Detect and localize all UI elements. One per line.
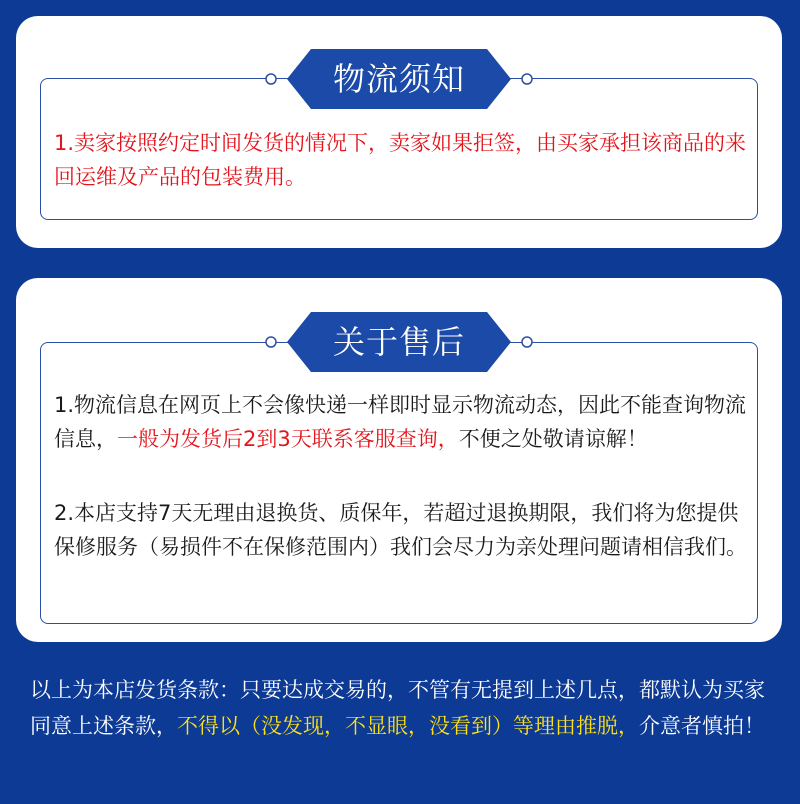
after-sales-item-1-text-a: 1.物流信息在网页上不会像快递一样即时显示物流动态，因此不能查询物流信息， [54,393,747,451]
after-sales-item-1-text-c: 不便之处敬请谅解！ [458,427,648,451]
shipping-notice-item-1: 1.卖家按照约定时间发货的情况下，卖家如果拒签，由买家承担该商品的来回运维及产品的包装费用。 [54,131,747,189]
after-sales-title: 关于售后 [332,323,465,361]
terms-footer-text-c: 介意者慎拍！ [639,714,765,738]
after-sales-frame [40,342,758,624]
after-sales-item-1 [54,388,758,456]
after-sales-item-2: 2.本店支持7天无理由退换货、质保年，若超过退换期限，我们将为您提供保修服务（易损件不在保修范围内）我们会尽力为亲处理问题请相信我们。 [54,501,747,559]
terms-footer-text-a: 以上为本店发货条款：只要达成交易的，不管有无提到上述几点，都默认为买家同意上述条款， [30,678,765,738]
after-sales-item-1-highlight: 一般为发货后2到3天联系客服查询， [117,427,459,451]
shipping-notice-title: 物流须知 [332,60,465,98]
terms-footer-highlight: 不得以（没发现，不显眼，没看到）等理由推脱， [177,714,639,738]
terms-footer [30,672,780,744]
